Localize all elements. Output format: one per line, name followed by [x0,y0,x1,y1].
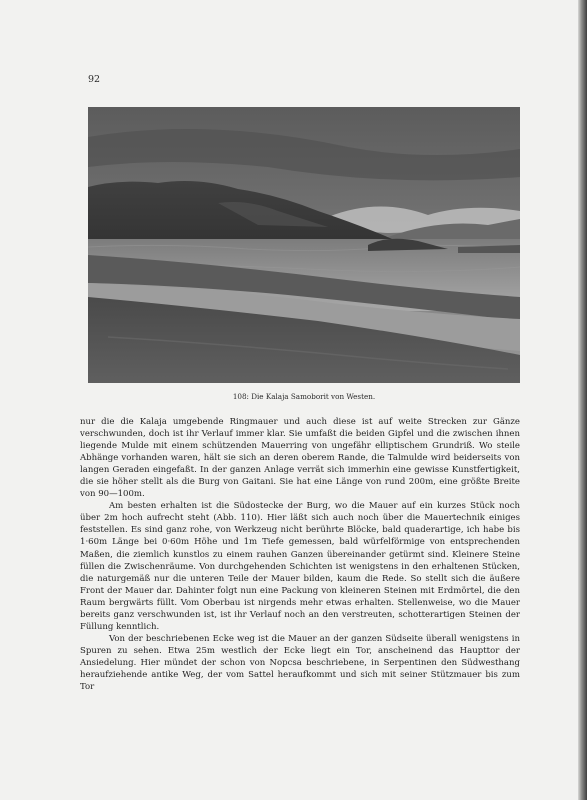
body-text [80,416,520,693]
paragraph: Am besten erhalten ist die Südostecke der Burg, wo die Mauer auf ein kurzes Stück noch über 2m hoch aufrecht steht (Abb. 110). Hier läßt sich auch noch über die Mauertechnik einiges feststellen. Es sind ganz rohe, von Werkzeug nicht berührte Blöcke, bald quaderartige, ich habe bis 1·60m Länge bei 0·60m Höhe und 1m Tiefe gemessen, bald würfelförmige von entsprechenden Maßen, die ziemlich kunstlos zu einem rauhen Ganzen übereinander getürmt sind. Kleinere Steine füllen die Zwischenräume. Von durchgehenden Schichten ist wenigstens in den erhaltenen Stücken, die naturgemäß nur die unteren Teile der Mauer bilden, kaum die Rede. So stellt sich die äußere Front der Mauer dar. Dahinter folgt nun eine Packung von kleineren Steinen mit Erdmörtel, die den Raum bergwärts füllt. Vom Oberbau ist nirgends mehr etwas erhalten. Stellenweise, wo die Mauer bereits ganz verschwunden ist, ist ihr Verlauf noch an den verstreuten, schotterartigen Steinen der Füllung kenntlich. [80,501,520,632]
book-binding-edge [578,0,587,800]
figure-caption: 108: Die Kalaja Samoborit von Westen. [232,392,376,401]
page-number: 92 [88,74,101,85]
figure-photograph [88,107,520,383]
paragraph: Von der beschriebenen Ecke weg ist die Mauer an der ganzen Südseite überall wenigstens in Spuren zu sehen. Etwa 25m westlich der Ecke liegt ein Tor, anscheinend das Haupttor der Ansiedelung. Hier mündet der schon von Nopcsa beschriebene, in Serpentinen den Südwesthang heraufziehende antike Weg, der vom Sattel heraufkommt und sich mit seiner Stützmauer bis zum Tor [80,633,520,693]
paragraph: nur die die Kalaja umgebende Ringmauer und auch diese ist auf weite Strecken zur Gänze verschwunden, doch ist ihr Verlauf immer klar. Sie umfaßt die beiden Gipfel und die zwischen ihnen liegende Mulde mit einem schützenden Mauerring von ungefähr elliptischem Grundriß. Wo steile Abhänge vorhanden waren, hält sie sich an deren oberem Rande, die Talmulde wird beiderseits von langen Geraden eingefaßt. In der ganzen Anlage verrät sich immerhin eine gewisse Kunstfertigkeit, die sie höher stellt als die Burg von Gaitani. Sie hat eine Länge von rund 200m, eine größte Breite von 90—100m. [80,417,520,500]
lake-landscape-image [88,107,520,383]
